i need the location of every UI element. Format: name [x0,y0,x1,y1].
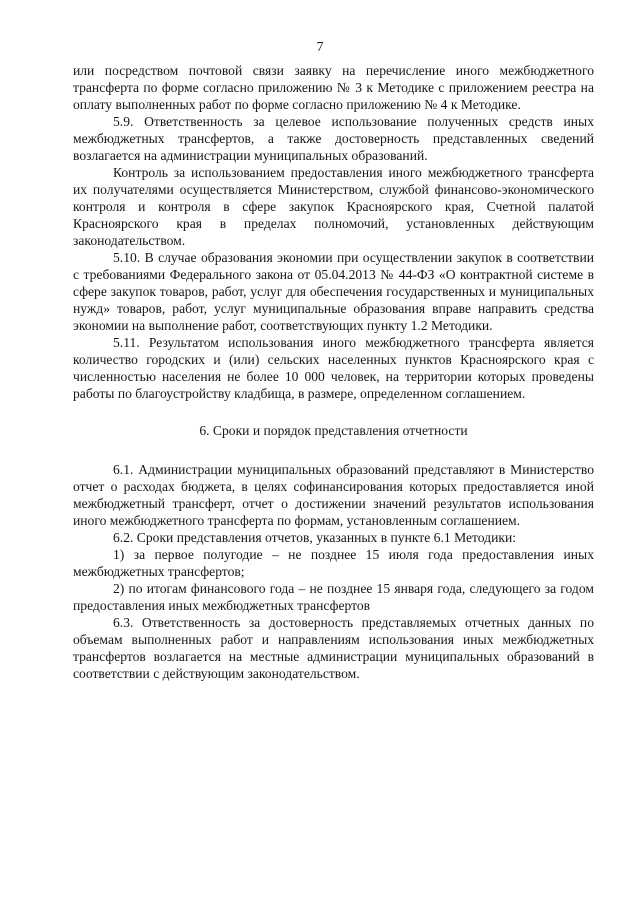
page-number: 7 [316,39,324,54]
paragraph-5-11: 5.11. Результатом использования иного межбюджетного трансферта является количество городских и (или) сельских населенных пунктов Красноярского края с численностью населения не более 10 000 человек, на территории которых проведены работы по благоустройству кладбища, в размере, определенном соглашением. [73,335,594,401]
paragraph-control: Контроль за использованием предоставления иного межбюджетного трансферта их получателями осуществляется Министерством, службой финансово-экономического контроля и контроля в сфере закупок Красноярского края, Счетной палатой Красноярского края в пределах полномочий, установленных действующим законодательством. [73,165,594,248]
paragraph-6-2-item-2: 2) по итогам финансового года – не позднее 15 января года, следующего за годом предоставления иных межбюджетных трансфертов [73,581,594,613]
paragraph-6-1: 6.1. Администрации муниципальных образований представляют в Министерство отчет о расходах бюджета, в целях софинансирования которых предоставляется иной межбюджетный трансферт, отчет о достижении значений результатов использования иного межбюджетного трансферта по формам, установленным соглашением. [73,462,594,528]
paragraph-5-9: 5.9. Ответственность за целевое использование полученных средств иных межбюджетных трансфертов, а также достоверность представленных сведений возлагается на администрации муниципальных образований. [73,114,594,163]
section-heading: 6. Сроки и порядок представления отчетности [199,423,468,438]
paragraph-6-2-item-1: 1) за первое полугодие – не позднее 15 июля года предоставления иных межбюджетных трансфертов; [73,547,594,579]
document-body [73,62,594,682]
paragraph-continuation: или посредством почтовой связи заявку на перечисление иного межбюджетного трансферта по форме согласно приложению № 3 к Методике с приложением реестра на оплату выполненных работ по форме согласно приложению № 4 к Методике. [73,63,594,112]
paragraph-5-10: 5.10. В случае образования экономии при осуществлении закупок в соответствии с требованиями Федерального закона от 05.04.2013 № 44-ФЗ «О контрактной системе в сфере закупок товаров, работ, услуг для обеспечения государственных и муниципальных нужд» товаров, работ, услуг муниципальные образования вправе направить средства экономии на выполнение работ, соответствующих пункту 1.2 Методики. [73,250,594,333]
paragraph-6-2: 6.2. Сроки представления отчетов, указанных в пункте 6.1 Методики: [113,530,517,545]
paragraph-6-3: 6.3. Ответственность за достоверность представляемых отчетных данных по объемам выполненных работ и направлениям использования иных межбюджетных трансфертов возлагается на местные администрации муниципальных образований в соответствии с действующим законодательством. [73,615,594,681]
